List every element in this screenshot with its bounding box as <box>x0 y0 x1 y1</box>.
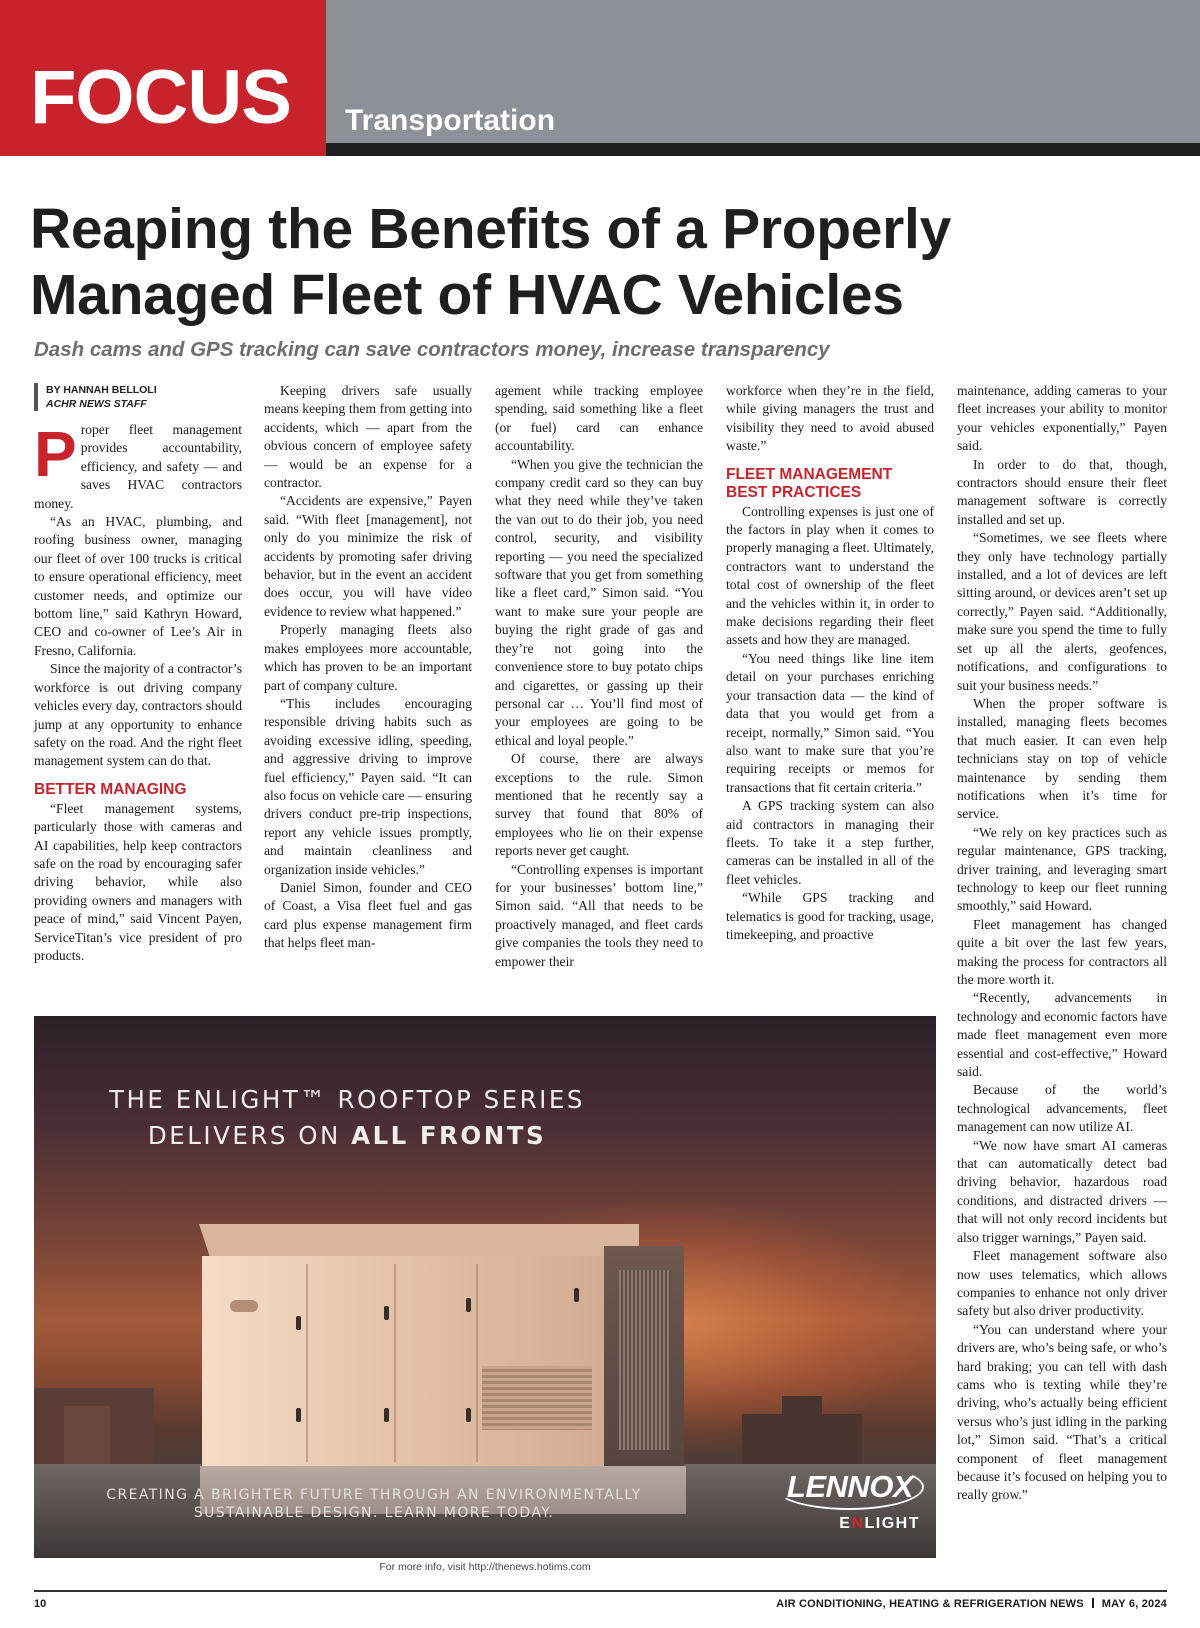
paragraph: “Accidents are expensive,” Payen said. “With fleet [management], not only do you minimize the risk of accidents by promoting safer driving behavior, but in the event an accident does occur, you will have video evidence to review what happened.” <box>264 493 472 619</box>
unit-handle <box>296 1408 301 1422</box>
paragraph: Fleet management has changed quite a bit over the last few years, making the process for contractors all the more worth it. <box>957 916 1167 987</box>
paragraph: “Controlling expenses is important for your businesses’ bottom line,” Simon said. “All that needs to be proactively managed, and fleet cards give companies the tools they need to empower their <box>495 861 703 969</box>
article-headline <box>30 196 1170 328</box>
publication-line <box>776 1598 1167 1610</box>
headline-line-1: Reaping the Benefits of a Properly <box>30 197 951 261</box>
unit-coil-grille <box>619 1270 671 1450</box>
paragraph: Since the majority of a contractor’s workforce is out driving company vehicles every day, contractors should jump at any opportunity to enhance safety on the road. And the right fleet management system can do that. <box>34 661 242 769</box>
paragraph: Controlling expenses is just one of the factors in play when it comes to properly managing a fleet. Ultimately, contractors want to understand the total cost of ownership of the fleet and the vehicles within it, in order to make decisions regarding their fleet assets and how they are managed. <box>726 503 934 648</box>
subhead-better-managing: BETTER MANAGING <box>34 780 187 798</box>
paragraph: “You can understand where your drivers are, who’s being safe, or who’s hard braking; you can tell with dash cams who is texting while they’re driving, who’s actually being efficient versus who’s just idling in the parking lot,” Simon said. “That’s a critical component of fleet management because it’s focused on helping you to really grow.” <box>957 1321 1167 1503</box>
paragraph: A GPS tracking system can also aid contractors in managing their fleets. To take it a step further, cameras can be installed in all of the fleet vehicles. <box>726 798 934 887</box>
paragraph: “Sometimes, we see fleets where they only have technology partially installed, and a lot of devices are left sitting around, or devices aren’t set up correctly,” Payen said. “Additionally, make sure you spend the time to fully set up all the alerts, geofences, notifications, and configurations to suit your business needs.” <box>957 530 1167 693</box>
rooftop-unit-front <box>202 1256 604 1466</box>
paragraph: “When you give the technician the company credit card so they can buy what they need while they’ve taken the van out to do their job, you need control, security, and visibility reporting — you need the specialized software that you get from something like a fleet card,” Simon said. “You want to make sure your people are buying the right grade of gas and they’re not going into the convenience store to buy potato chips and cigarettes, or gassing up their personal car … You’ll find most of your employees are going to be ethical and loyal people.” <box>495 456 703 748</box>
enlight-suffix: LIGHT <box>864 1515 920 1532</box>
enlight-wordmark <box>808 1514 920 1534</box>
ad-headline-prefix: DELIVERS ON <box>147 1121 352 1150</box>
unit-handle <box>574 1288 579 1302</box>
article-column-5 <box>957 382 1167 1574</box>
paragraph: Properly managing fleets also makes employees more accountable, which has proven to be an important part of company culture. <box>264 622 472 693</box>
issue-date: MAY 6, 2024 <box>1101 1598 1167 1610</box>
footer-rule <box>34 1590 1167 1592</box>
ad-headline-bold: ALL FRONTS <box>351 1121 547 1150</box>
paragraph: Fleet management software also now uses telematics, which allows companies to enhance not only driver safety but also driver productivity. <box>957 1248 1167 1319</box>
ad-tagline-line-1: CREATING A BRIGHTER FUTURE THROUGH AN ENVIRONMENTALLY <box>106 1487 642 1503</box>
publication-name: AIR CONDITIONING, HEATING & REFRIGERATION NEWS <box>776 1598 1084 1610</box>
city-building <box>782 1396 822 1416</box>
paragraph: Daniel Simon, founder and CEO of Coast, a Visa fleet fuel and gas card plus expense management firm that helps fleet man- <box>264 879 472 951</box>
unit-panel-seam <box>476 1264 478 1462</box>
unit-vent <box>482 1366 592 1430</box>
page-number: 10 <box>34 1598 47 1610</box>
paragraph: agement while tracking employee spending, said something like a fleet (or fuel) card can enhance accountability. <box>495 383 703 454</box>
city-building <box>64 1406 110 1468</box>
unit-handle <box>384 1408 389 1422</box>
article-deck: Dash cams and GPS tracking can save contractors money, increase transparency <box>34 338 830 361</box>
paragraph: “This includes encouraging responsible driving habits such as avoiding excessive idling, speeding, and aggressive driving to improve fuel efficiency,” Payen said. “It can also focus on vehicle care — ensuring drivers conduct pre-trip inspections, report any vehicle issues promptly, and maintain cleanliness and organization inside vehicles.” <box>264 695 472 877</box>
paragraph: Of course, there are always exceptions to the rule. Simon mentioned that he recently say a survey that found that 80% of employees who lie on their expense reports never get caught. <box>495 751 703 859</box>
paragraph: Keeping drivers safe usually means keeping them from getting into accidents, which — apart from the obvious concern of employee safety — would be an expense for a contractor. <box>264 383 472 491</box>
article-column-2 <box>264 382 472 953</box>
header-rule <box>326 143 1200 156</box>
city-building <box>742 1414 862 1470</box>
lennox-logo <box>774 1464 924 1542</box>
ad-headline-line-2 <box>34 1118 660 1154</box>
paragraph: “Fleet management systems, particularly those with cameras and AI capabilities, help keep contractors safe on the road by encouraging safer driving behavior, while also providing owners and managers with peace of mind,” said Vincent Payen, ServiceTitan’s vice president of pro products. <box>34 800 242 963</box>
focus-label: FOCUS <box>30 55 291 140</box>
paragraph: workforce when they’re in the field, while giving managers the trust and visibility they need to avoid abused waste.” <box>726 383 934 454</box>
paragraph: “You need things like line item detail on your purchases enriching your transaction data — the kind of data that you would get from a receipt, normally,” Simon said. “You also want to make sure that you’re requiring receipts or memos for transactions that fit certain criteria.” <box>726 650 934 795</box>
lennox-advertisement[interactable] <box>34 1016 936 1558</box>
paragraph <box>34 418 242 513</box>
footer-separator <box>1092 1598 1094 1608</box>
byline-author: BY HANNAH BELLOLI <box>46 384 157 396</box>
paragraph: In order to do that, though, contractors should ensure their fleet management software is correctly installed and set up. <box>957 456 1167 527</box>
article-column-4 <box>726 382 934 944</box>
paragraph: “Recently, advancements in technology and economic factors have made fleet management even more essential and cost-effective,” Howard said. <box>957 990 1167 1080</box>
ad-caption[interactable]: For more info, visit http://thenews.hotims.com <box>379 1561 591 1573</box>
unit-handle <box>296 1316 301 1330</box>
byline-staff: ACHR NEWS STAFF <box>46 398 147 410</box>
unit-logo-badge <box>230 1300 258 1312</box>
paragraph: “While GPS tracking and telematics is good for tracking, usage, timekeeping, and proactive <box>726 890 934 942</box>
drop-cap: P <box>34 418 77 490</box>
paragraph: maintenance, adding cameras to your fleet increases your ability to monitor your vehicles exponentially,” Payen said. <box>957 383 1167 454</box>
ad-headline-line-1: THE ENLIGHT™ ROOFTOP SERIES <box>109 1085 585 1114</box>
paragraph: “We now have smart AI cameras that can automatically detect bad driving behavior, hazardous road conditions, and distracted drivers — that will not only record incidents but also trigger warnings,” Payen said. <box>957 1137 1167 1245</box>
enlight-accent: N <box>851 1515 865 1532</box>
unit-panel-seam <box>306 1264 308 1462</box>
paragraph-text: roper fleet management provides accountability, efficiency, and safety — and saves HVAC contractors money. <box>34 422 242 511</box>
unit-handle <box>466 1298 471 1312</box>
byline <box>34 383 157 411</box>
section-label: Transportation <box>345 104 556 137</box>
enlight-prefix: E <box>839 1515 852 1532</box>
article-column-3 <box>495 382 703 971</box>
paragraph: When the proper software is installed, managing fleets becomes that much easier. It can even help technicians stay on top of vehicle maintenance by sending them notifications when it’s time for service. <box>957 695 1167 822</box>
ad-headline <box>34 1082 660 1154</box>
unit-handle <box>466 1408 471 1422</box>
headline-line-2: Managed Fleet of HVAC Vehicles <box>30 263 904 327</box>
paragraph: Because of the world’s technological advancements, fleet management can now utilize AI. <box>957 1082 1167 1135</box>
lennox-wordmark: LENNOX <box>786 1469 914 1504</box>
unit-handle <box>384 1306 389 1320</box>
ad-tagline <box>94 1486 654 1522</box>
paragraph: “We rely on key practices such as regular maintenance, GPS tracking, driver training, and leveraging smart technology to keep our fleet running smoothly,” said Howard. <box>957 824 1167 914</box>
ad-tagline-line-2: SUSTAINABLE DESIGN. LEARN MORE TODAY. <box>193 1505 555 1521</box>
unit-panel-seam <box>394 1264 396 1462</box>
article-column-1 <box>34 418 242 965</box>
paragraph: “As an HVAC, plumbing, and roofing business owner, managing our fleet of over 100 trucks is critical to ensure operational efficiency, meet customer needs, and optimize our bottom line,” said Kathryn Howard, CEO and co-owner of Lee’s Air in Fresno, California. <box>34 514 242 658</box>
subhead-fleet-best-practices: FLEET MANAGEMENT BEST PRACTICES <box>726 465 893 501</box>
